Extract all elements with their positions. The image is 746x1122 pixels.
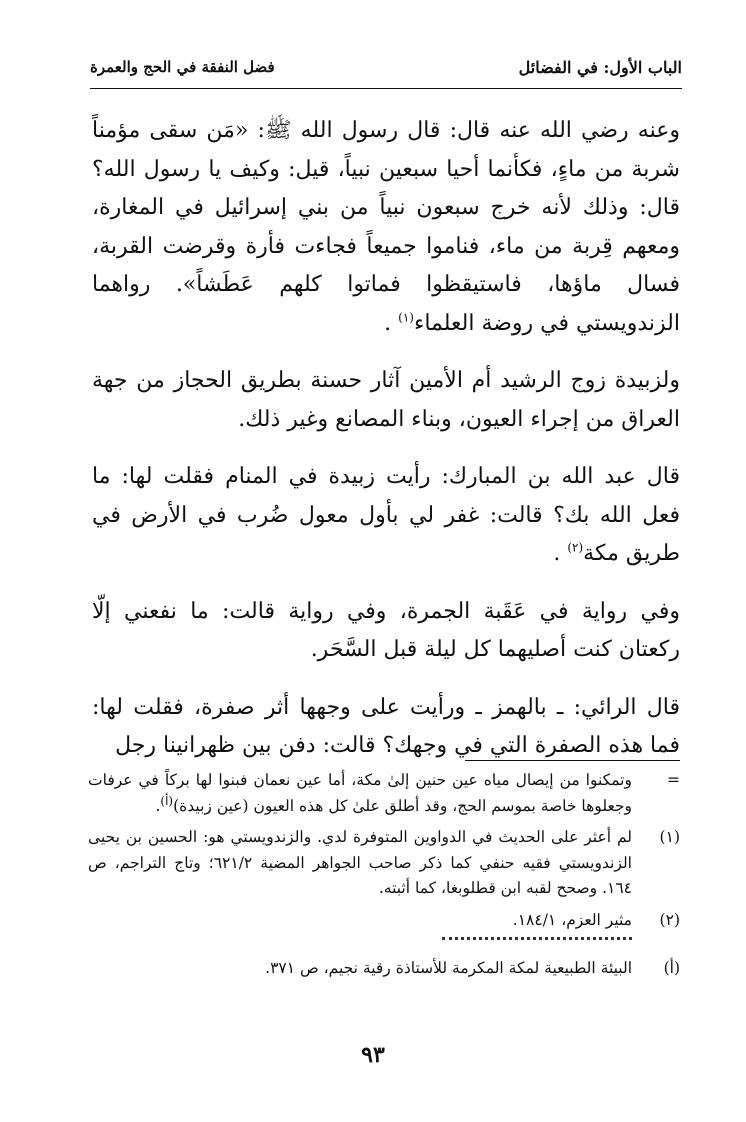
footnotes [88, 768, 680, 982]
footnote-end: . [155, 796, 161, 815]
footnote-text: البيئة الطبيعية لمكة المكرمة للأستاذة رقية نجيم، ص ٣٧١. [265, 959, 632, 977]
editor-note [88, 956, 680, 982]
footnote-mark: (١) [659, 828, 680, 846]
paragraph-text: قال الرائي: ـ بالهمز ـ ورأيت على وجهها أثر صفرة، فقلت لها: فما هذه الصفرة التي في وجهك؟ قالت: دفن بين ظهرانينا رجل [92, 694, 680, 758]
paragraph-4 [92, 593, 680, 670]
footnote-divider [465, 760, 680, 761]
header-divider [90, 88, 682, 89]
paragraph-2 [92, 362, 680, 439]
paragraph-end: . [384, 310, 392, 336]
footnote-mark: (٢) [659, 910, 680, 929]
footnote-continued [88, 768, 680, 819]
running-header [90, 58, 682, 84]
paragraph-text: قال عبد الله بن المبارك: رأيت زبيدة في المنام فقلت لها: ما فعل الله بك؟ قالت: غفر لي بأول معول ضُرب في الأرض في طريق مكة [92, 464, 680, 566]
paragraph-text: وفي رواية في عَقَبة الجمرة، وفي رواية قالت: ما نفعني إلّا ركعتان كنت أصليهما كل ليلة قبل السَّحَر. [92, 598, 680, 662]
dotted-separator [442, 937, 632, 954]
footnote-1 [88, 825, 680, 902]
footnote-ref-a: (أ) [160, 793, 174, 808]
footnote-text: وتمكنوا من إيصال مياه عين حنين إلىٰ مكة، أما عين نعمان فبنوا لها بركاً في عرفات وجعلوها خاصة بموسم الحج، وقد أطلق علىٰ كل هذه العيون (عين زبيدة) [88, 771, 632, 815]
page-number: ٩٣ [361, 1042, 385, 1068]
section-title: فضل النفقة في الحج والعمرة [90, 58, 275, 76]
paragraph-text: ولزبيدة زوج الرشيد أم الأمين آثار حسنة بطريق الحجاز من جهة العراق من إجراء العيون، وبناء المصانع وغير ذلك. [92, 368, 680, 432]
footnote-text: مثير العزم، ١٨٤/١. [512, 910, 632, 929]
paragraph-5 [92, 689, 680, 766]
paragraph-end: . [553, 541, 561, 566]
paragraph-1 [92, 112, 680, 343]
footnote-text: لم أعثر على الحديث في الدواوين المتوفرة لدي. والزندويستي هو: الحسين بن يحيى الزندويستي فقيه حنفي كما ذكر صاحب الجواهر المضية ٦٢١/٢؛ وتاج التراجم، ص ١٦٤. وصحح لقبه ابن قطلوبغا، كما أثبته. [88, 828, 632, 897]
paragraph-3 [92, 458, 680, 574]
footnote-ref-1: (١) [398, 310, 414, 325]
footnote-ref-2: (٢) [567, 540, 584, 555]
footnote-mark: = [667, 771, 680, 789]
footnote-mark: (أ) [663, 959, 680, 977]
paragraph-text: وعنه رضي الله عنه قال: قال رسول الله ﷺ: «مَن سقى مؤمناً شربة من ماءٍ، فكأنما أحيا سبعين نبياً، قيل: وكيف يا رسول الله؟ قال: وذلك لأنه خرج سبعون نبياً من بني إسرائيل في المغارة، ومعهم قِربة من ماء، فناموا جميعاً فجاءت فأرة وقرضت القربة، فسال ماؤها، فاستيقظوا فماتوا كلهم عَطَشاً». رواهما الزندويستي في روضة العلماء [92, 118, 680, 336]
main-text [92, 112, 680, 766]
chapter-title: الباب الأول: في الفضائل [518, 58, 682, 77]
footnote-2 [88, 908, 680, 934]
